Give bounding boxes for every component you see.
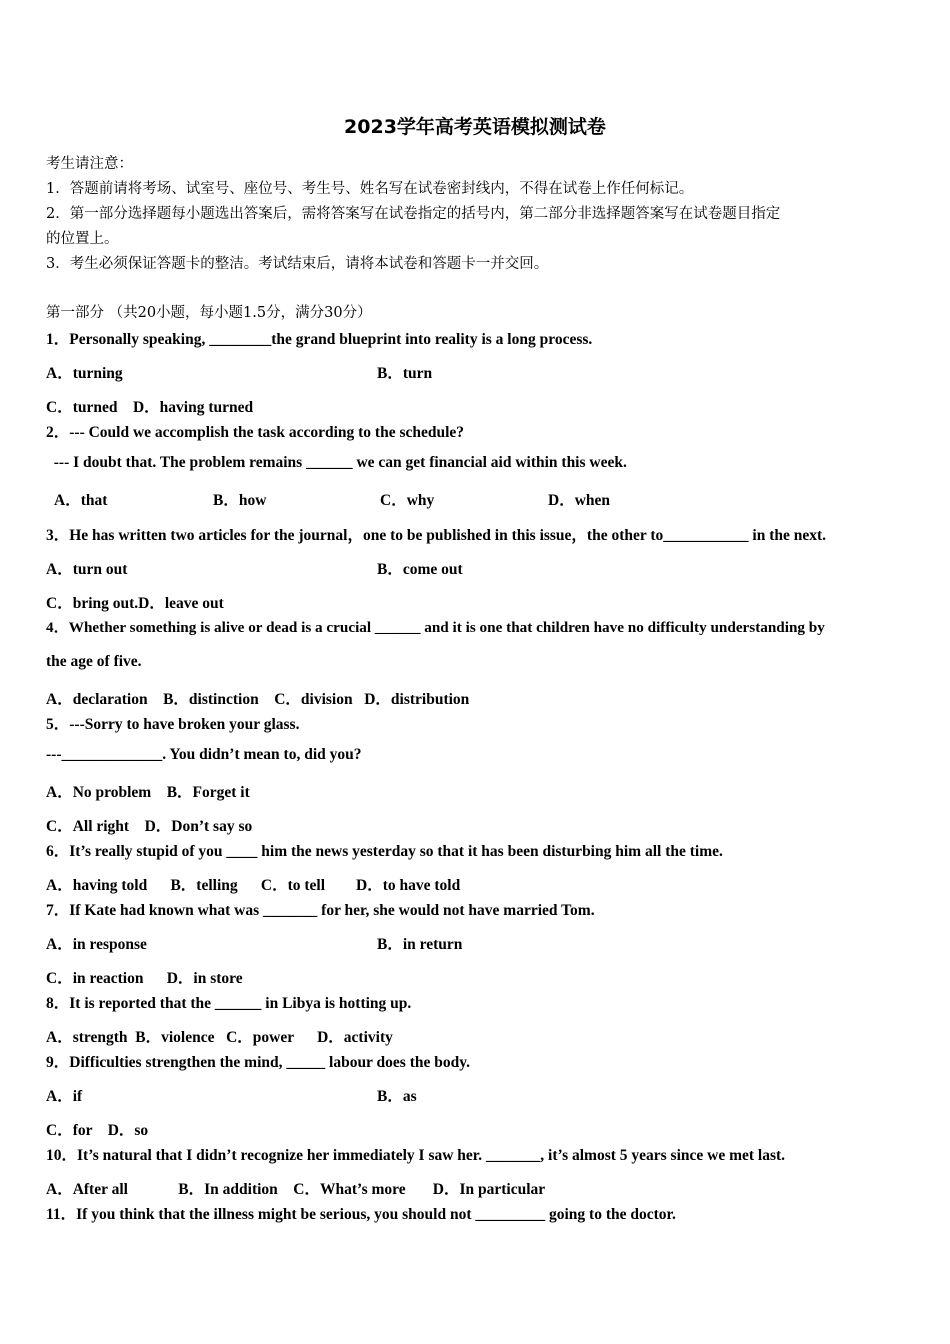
options: A．having told B．telling C．to tell D．to have told — [46, 877, 461, 894]
notice-item: 的位置上。 — [46, 231, 119, 247]
notice-item: 1．答题前请将考场、试室号、座位号、考生号、姓名写在试卷密封线内，不得在试卷上作任何标记。 — [46, 181, 694, 197]
option-a: A．turning — [46, 365, 123, 382]
question-stem: 5．---Sorry to have broken your glass. — [46, 716, 300, 733]
options: A．strength B．violence C．power D．activity — [46, 1029, 393, 1046]
question-stem: 1．Personally speaking, ________the grand blueprint into reality is a long process. — [46, 331, 593, 348]
options-cd: C．bring out.D．leave out — [46, 595, 224, 612]
notice-item: 2．第一部分选择题每小题选出答案后，需将答案写在试卷指定的括号内，第二部分非选择题答案写在试卷题目指定 — [46, 206, 781, 222]
notice-item: 3．考生必须保证答题卡的整洁。考试结束后，请将本试卷和答题卡一并交回。 — [46, 256, 549, 272]
options: A．After all B．In addition C．What’s more D．In particular — [46, 1181, 546, 1198]
option-d: D．when — [548, 492, 611, 509]
options-cd: C．for D．so — [46, 1122, 149, 1139]
options-ab: A．No problem B．Forget it — [46, 784, 250, 801]
question-stem: 2．--- Could we accomplish the task according to the schedule? — [46, 424, 465, 441]
question-stem-line2: the age of five. — [46, 653, 142, 670]
option-a: A．that — [54, 492, 108, 509]
option-b: B．turn — [377, 365, 433, 382]
option-b: B．come out — [377, 561, 463, 578]
notice-heading: 考生请注意： — [46, 156, 133, 172]
option-b: B．as — [377, 1088, 417, 1105]
options-cd: C．turned D．having turned — [46, 399, 254, 416]
page-title: 2023学年高考英语模拟测试卷 — [344, 116, 606, 138]
question-stem: 11．If you think that the illness might be serious, you should not _________ going to the doctor. — [46, 1206, 676, 1223]
option-c: C．why — [380, 492, 435, 509]
question-stem: 10．It’s natural that I didn’t recognize her immediately I saw her. _______, it’s almost 5 years since we met last. — [46, 1147, 786, 1164]
question-stem-line2: ---_____________. You didn’t mean to, did you? — [46, 746, 362, 763]
options: A．declaration B．distinction C．division D．distribution — [46, 691, 470, 708]
question-stem: 3．He has written two articles for the journal，one to be published in this issue，the other to___________ in the next. — [46, 527, 827, 544]
section-heading: 第一部分 （共20小题，每小题1.5分，满分30分） — [46, 305, 372, 321]
question-stem: 6．It’s really stupid of you ____ him the news yesterday so that it has been disturbing him all the time. — [46, 843, 723, 860]
option-b: B．how — [213, 492, 267, 509]
question-stem: 4．Whether something is alive or dead is a crucial ______ and it is one that children have no difficulty understanding by — [46, 619, 825, 636]
option-b: B．in return — [377, 936, 463, 953]
option-a: A．in response — [46, 936, 147, 953]
options-cd: C．in reaction D．in store — [46, 970, 243, 987]
question-stem: 9．Difficulties strengthen the mind, _____ labour does the body. — [46, 1054, 470, 1071]
question-stem: 8．It is reported that the ______ in Libya is hotting up. — [46, 995, 412, 1012]
option-a: A．turn out — [46, 561, 128, 578]
options-cd: C．All right D．Don’t say so — [46, 818, 253, 835]
option-a: A．if — [46, 1088, 83, 1105]
question-stem-line2: --- I doubt that. The problem remains ______ we can get financial aid within this week. — [46, 454, 627, 471]
question-stem: 7．If Kate had known what was _______ for her, she would not have married Tom. — [46, 902, 595, 919]
